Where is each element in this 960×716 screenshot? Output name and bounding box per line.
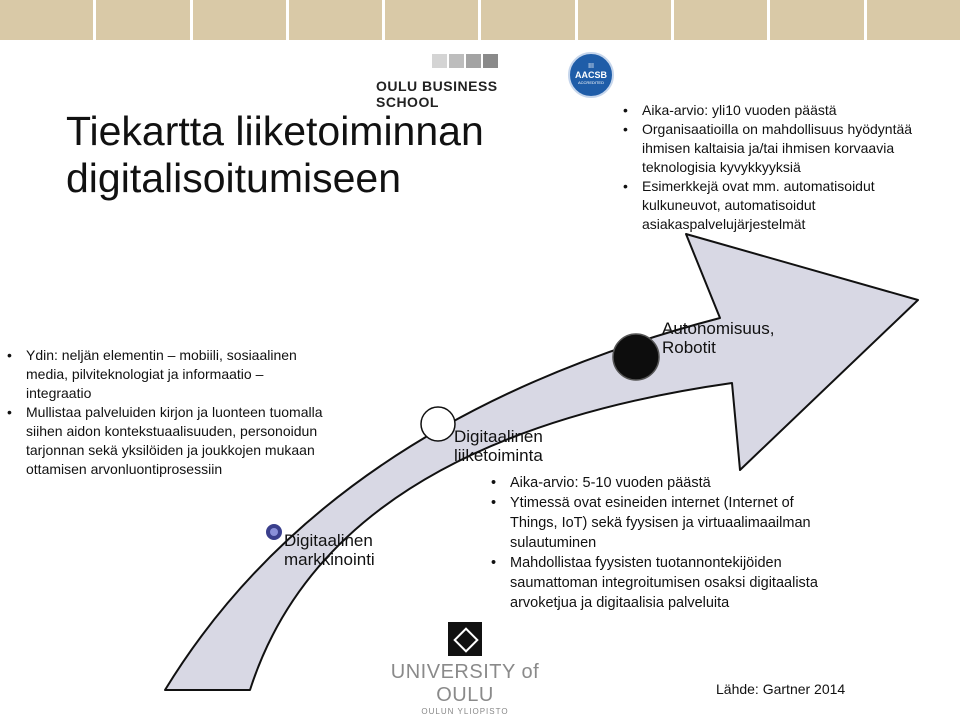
stage-label-business: Digitaalinen liiketoiminta bbox=[454, 427, 543, 465]
list-item: • Esimerkkejä ovat mm. automatisoidut kulkuneuvot, automatisoidut asiakaspalvelujärjestelmät bbox=[620, 177, 960, 234]
list-item: • Aika-arvio: 5-10 vuoden päästä bbox=[488, 473, 860, 493]
robotics-node-icon bbox=[613, 334, 659, 380]
slide-title-line: Tiekartta liiketoiminnan bbox=[66, 108, 484, 154]
aacsb-accredited: ACCREDITED bbox=[577, 80, 604, 85]
university-subtitle: OULUN YLIOPISTO bbox=[421, 707, 509, 716]
list-item: • Aika-arvio: yli10 vuoden päästä bbox=[620, 101, 960, 120]
aacsb-name: AACSB bbox=[574, 70, 607, 80]
autonomous-points-list bbox=[620, 101, 960, 234]
list-item: • Mahdollistaa fyysisten tuotannontekijöiden saumattoman integroitumisen osaksi digitaalista arvoketjua ja digitaalisia palveluita bbox=[488, 553, 860, 613]
university-mark-icon bbox=[448, 622, 482, 656]
source-note: Lähde: Gartner 2014 bbox=[716, 681, 846, 697]
marketing-points-list bbox=[4, 346, 354, 479]
marketing-node-icon bbox=[265, 523, 283, 541]
oulu-business-school-logo bbox=[376, 54, 556, 110]
aacsb-seal-icon: III AACSB ACCREDITED bbox=[568, 52, 614, 98]
logo-blocks bbox=[432, 54, 556, 68]
slide-title bbox=[66, 108, 484, 202]
list-item: • Ytimessä ovat esineiden internet (Internet of Things, IoT) sekä fyysisen ja virtuaalimaailman sulautuminen bbox=[488, 493, 860, 553]
stage-label-marketing: Digitaalinen markkinointi bbox=[284, 531, 375, 569]
business-school-name: OULU BUSINESS SCHOOL bbox=[376, 78, 498, 110]
list-item: • Ydin: neljän elementin – mobiili, sosiaalinen media, pilviteknologiat ja informaatio – integraatio bbox=[4, 346, 354, 403]
stage-label-autonomy: Autonomisuus, Robotit bbox=[662, 319, 775, 357]
list-item: • Organisaatioilla on mahdollisuus hyödyntää ihmisen kaltaisia ja/tai ihmisen korvaavia teknologisia kyvykkyyksiä bbox=[620, 120, 960, 177]
list-item: • Mullistaa palveluiden kirjon ja luonteen tuomalla siihen aidon kontekstuaalisuuden, personoidun tarjonnan sekä yksilöiden ja joukkojen mukaan ottamisen arvonluontiprosessiin bbox=[4, 403, 354, 479]
university-name: UNIVERSITY of OULU bbox=[390, 661, 540, 706]
slide-title-line: digitalisoitumiseen bbox=[66, 155, 402, 201]
university-of-oulu-logo bbox=[380, 622, 550, 716]
business-points-list bbox=[488, 473, 860, 613]
business-node-icon bbox=[421, 407, 455, 441]
